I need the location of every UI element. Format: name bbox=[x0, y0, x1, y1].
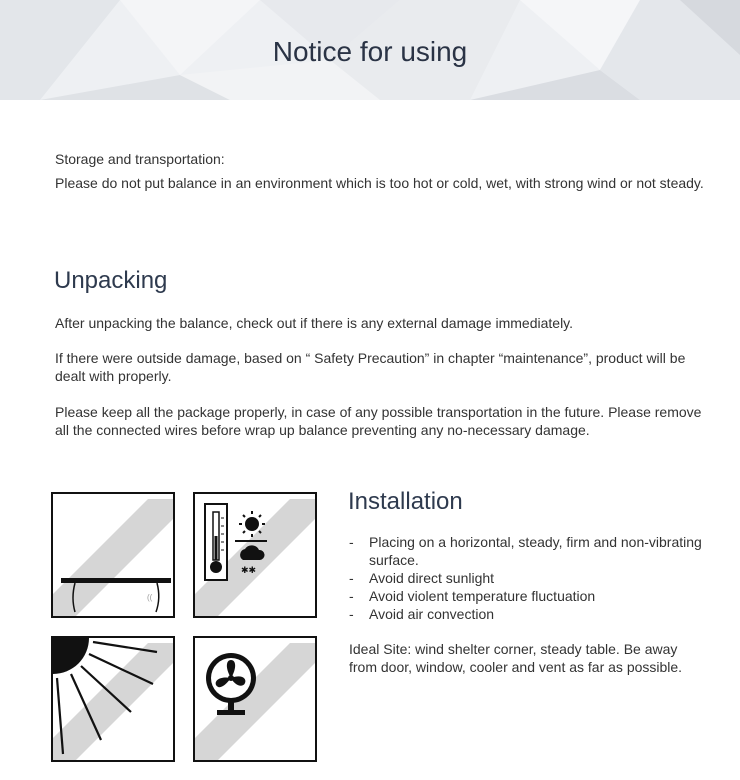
installation-heading: Installation bbox=[348, 488, 463, 515]
page-title: Notice for using bbox=[272, 36, 468, 67]
storage-section bbox=[55, 147, 705, 195]
unsteady-table-icon bbox=[51, 492, 175, 618]
ideal-site-text: Ideal Site: wind shelter corner, steady table. Be away from door, window, cooler and vent as far as possible. bbox=[349, 641, 683, 675]
installation-item: - Avoid violent temperature fluctuation bbox=[349, 587, 719, 605]
installation-item: - Avoid air convection bbox=[349, 605, 719, 623]
unpacking-paragraph: If there were outside damage, based on “ Safety Precaution” in chapter “maintenance”, product will be dealt with properly. bbox=[55, 350, 686, 384]
unpacking-paragraph: Please keep all the package properly, in case of any possible transportation in the future. Please remove all the connected wires before wrap up balance preventing any no-necessary damage. bbox=[55, 404, 702, 438]
unpacking-paragraph: After unpacking the balance, check out if there is any external damage immediately. bbox=[55, 315, 574, 331]
installation-list bbox=[349, 533, 719, 623]
temperature-weather-icon bbox=[193, 492, 317, 618]
svg-text:((: (( bbox=[147, 593, 153, 602]
installation-item: - Avoid direct sunlight bbox=[349, 569, 719, 587]
sunlight-icon bbox=[51, 636, 175, 762]
storage-text: Please do not put balance in an environment which is too hot or cold, wet, with strong wind or not steady. bbox=[55, 175, 704, 191]
svg-text:✱✱: ✱✱ bbox=[241, 566, 257, 576]
installation-item: - Placing on a horizontal, steady, firm and non-vibrating surface. bbox=[349, 533, 719, 569]
unpacking-heading: Unpacking bbox=[54, 267, 168, 294]
storage-label: Storage and transportation: bbox=[55, 151, 225, 167]
fan-icon bbox=[193, 636, 317, 762]
header-banner bbox=[0, 0, 740, 100]
